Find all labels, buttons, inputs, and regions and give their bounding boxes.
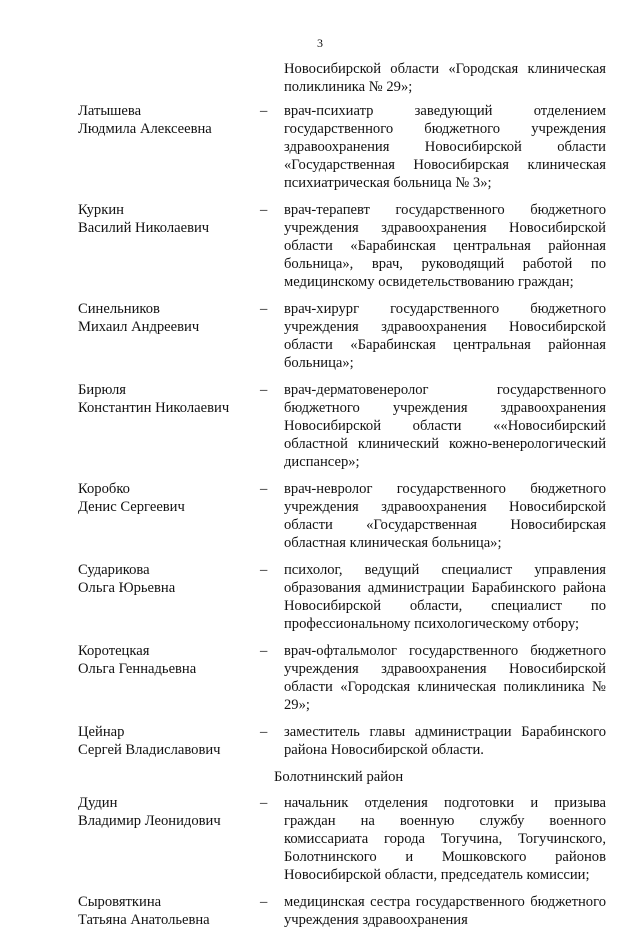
member-name <box>78 893 260 929</box>
member-entry <box>78 300 606 372</box>
member-name <box>78 794 260 884</box>
member-entry <box>78 201 606 291</box>
member-entry <box>78 102 606 192</box>
member-position: врач-офтальмолог государственного бюджетного учреждения здравоохранения Новосибирской области «Городская клиническая поликлиника № 29»; <box>284 643 606 713</box>
member-name <box>78 102 260 192</box>
dash: – <box>260 301 268 317</box>
member-given-name: Ольга Юрьевна <box>78 580 176 596</box>
member-name <box>78 723 260 759</box>
member-entry <box>78 794 606 884</box>
member-entry <box>78 561 606 633</box>
dash: – <box>260 382 268 398</box>
member-name <box>78 201 260 291</box>
member-given-name: Денис Сергеевич <box>78 499 185 515</box>
members-list-bolotninsky <box>78 794 606 929</box>
member-position: врач-невролог государственного бюджетного учреждения здравоохранения Новосибирской области «Государственная Новосибирская областная клиническая больница»; <box>284 481 606 551</box>
commission-list <box>78 60 606 938</box>
dash: – <box>260 202 268 218</box>
continuation-text: Новосибирской области «Городская клиническая поликлиника № 29»; <box>284 61 606 95</box>
member-surname: Цейнар <box>78 724 125 740</box>
section-title: Болотнинский район <box>274 769 404 785</box>
member-given-name: Сергей Владиславович <box>78 742 221 758</box>
member-surname: Коротецкая <box>78 643 150 659</box>
member-position: врач-хирург государственного бюджетного учреждения здравоохранения Новосибирской области «Барабинская центральная районная больница»; <box>284 301 606 371</box>
dash: – <box>260 481 268 497</box>
member-surname: Сыровяткина <box>78 894 162 910</box>
page-number: 3 <box>317 36 323 50</box>
member-surname: Куркин <box>78 202 124 218</box>
member-surname: Бирюля <box>78 382 127 398</box>
member-position: заместитель главы администрации Барабинского района Новосибирской области. <box>284 724 606 758</box>
member-entry <box>78 381 606 471</box>
member-entry <box>78 893 606 929</box>
member-name <box>78 480 260 552</box>
member-given-name: Людмила Алексеевна <box>78 121 212 137</box>
member-surname: Коробко <box>78 481 130 497</box>
dash: – <box>260 103 268 119</box>
member-position: врач-психиатр заведующий отделением государственного бюджетного учреждения здравоохранения Новосибирской области «Государственная Новосибирская клиническая психиатрическая больница № 3»; <box>284 103 606 191</box>
member-position: врач-терапевт государственного бюджетного учреждения здравоохранения Новосибирской области «Барабинская центральная районная больница», врач, руководящий работой по медицинскому освидетельствованию граждан; <box>284 202 606 290</box>
member-surname: Дудин <box>78 795 118 811</box>
member-surname: Синельников <box>78 301 160 317</box>
member-name <box>78 561 260 633</box>
member-position: начальник отделения подготовки и призыва граждан на военную службу военного комиссариата города Тогучина, Тогучинского, Болотнинского и Мошковского районов Новосибирской области, председатель комиссии; <box>284 795 606 883</box>
members-list <box>78 102 606 759</box>
member-entry <box>78 642 606 714</box>
member-name <box>78 381 260 471</box>
member-position: медицинская сестра государственного бюджетного учреждения здравоохранения <box>284 894 606 928</box>
member-entry <box>78 723 606 759</box>
dash: – <box>260 643 268 659</box>
member-given-name: Константин Николаевич <box>78 400 230 416</box>
member-given-name: Ольга Геннадьевна <box>78 661 197 677</box>
member-given-name: Михаил Андреевич <box>78 319 200 335</box>
member-name <box>78 642 260 714</box>
member-given-name: Татьяна Анатольевна <box>78 912 210 928</box>
member-given-name: Владимир Леонидович <box>78 813 221 829</box>
member-position: врач-дерматовенеролог государственного бюджетного учреждения здравоохранения Новосибирской области ««Новосибирский областной клинический кожно-венерологический диспансер»; <box>284 382 606 470</box>
member-entry <box>78 480 606 552</box>
member-given-name: Василий Николаевич <box>78 220 210 236</box>
dash: – <box>260 562 268 578</box>
member-position: психолог, ведущий специалист управления образования администрации Барабинского района Новосибирской области, специалист по профессиональному психологическому отбору; <box>284 562 606 632</box>
dash: – <box>260 724 268 740</box>
member-surname: Сударикова <box>78 562 150 578</box>
dash: – <box>260 894 268 910</box>
member-surname: Латышева <box>78 103 142 119</box>
member-name <box>78 300 260 372</box>
dash: – <box>260 795 268 811</box>
